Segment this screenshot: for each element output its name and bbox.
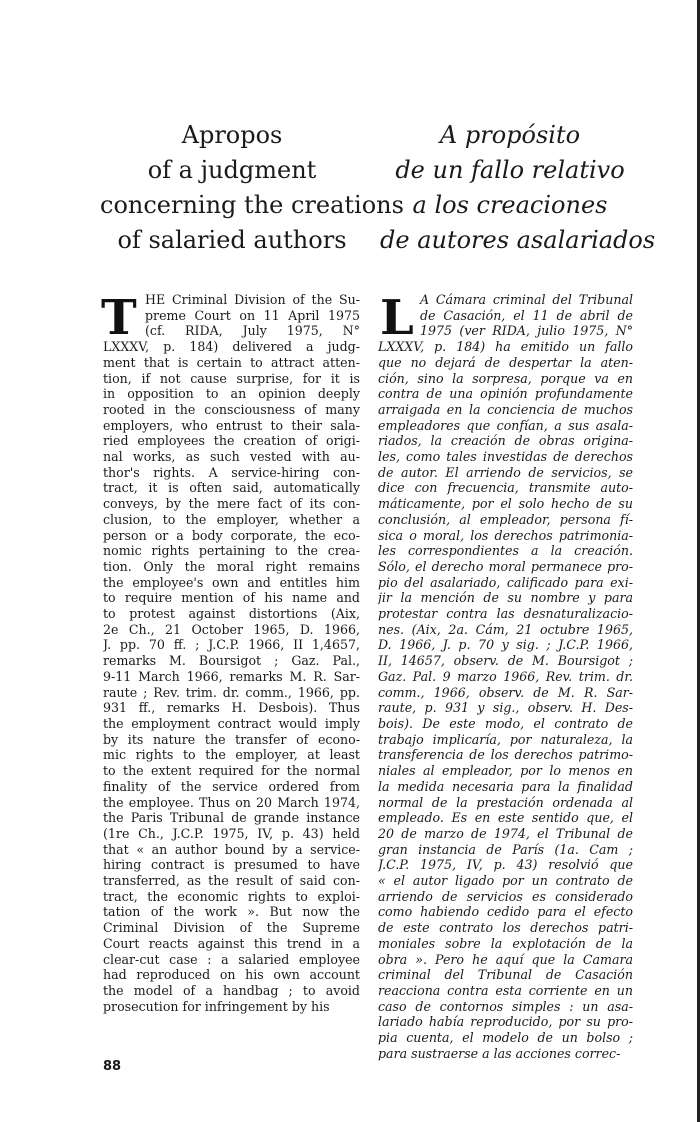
body-line-spanish: 1975 (ver RIDA, julio 1975, N° — [420, 323, 633, 339]
body-line-english: by its nature the transfer of econo- — [103, 731, 360, 747]
body-line-spanish: normal de la prestación ordenada al — [378, 794, 633, 810]
body-line-english: the employee's own and entitles him — [103, 574, 360, 590]
body-line-spanish: pia cuenta, el modelo de un bolso ; — [378, 1030, 633, 1046]
body-line-english: had reproduced on his own account — [103, 967, 360, 983]
body-line-spanish: jir la mención de su nombre y para — [378, 590, 633, 606]
body-line-spanish: arriendo de servicios es considerado — [378, 888, 633, 904]
body-line-english: to protest against distortions (Aix, — [103, 606, 360, 622]
body-line-spanish: conclusión, al empleador, persona fí- — [378, 511, 633, 527]
body-column-english — [103, 292, 360, 1014]
body-line-spanish: nes. (Aix, 2a. Cám, 21 octubre 1965, — [378, 621, 633, 637]
body-line-spanish: bois). De este modo, el contrato de — [378, 715, 633, 731]
body-line-spanish: comm., 1966, observ. de M. R. Sar- — [378, 684, 633, 700]
drop-cap-spanish: L — [380, 290, 414, 346]
body-line-english: Court reacts against this trend in a — [103, 935, 360, 951]
body-line-english: hiring contract is presumed to have — [103, 857, 360, 873]
body-line-spanish: 20 de marzo de 1974, el Tribunal de — [378, 825, 633, 841]
body-line-english: conveys, by the mere fact of its con- — [103, 496, 360, 512]
body-line-english: Criminal Division of the Supreme — [103, 920, 360, 936]
title-english — [100, 118, 404, 258]
body-line-spanish: que no dejará de despertar la aten- — [378, 354, 633, 370]
body-line-spanish: riados, la creación de obras origina- — [378, 433, 633, 449]
title-spanish-line: A propósito — [439, 121, 581, 149]
body-line-spanish: Gaz. Pal. 9 marzo 1966, Rev. trim. dr. — [378, 668, 633, 684]
body-line-spanish: ción, sino la sorpresa, porque va en — [378, 370, 633, 386]
body-line-spanish: protestar contra las desnaturalizacio- — [378, 606, 633, 622]
body-line-english: ried employees the creation of origi- — [103, 433, 360, 449]
body-line-spanish: como habiendo cedido para el efecto — [378, 904, 633, 920]
body-line-spanish: arraigada en la conciencia de muchos — [378, 401, 633, 417]
body-line-spanish: criminal del Tribunal de Casación — [378, 967, 633, 983]
body-line-spanish: dice con frecuencia, transmite auto- — [378, 480, 633, 496]
body-line-english: preme Court on 11 April 1975 — [145, 307, 360, 323]
body-line-spanish: transferencia de los derechos patrimo- — [378, 747, 633, 763]
body-line-english: rooted in the consciousness of many — [103, 401, 360, 417]
body-line-english: remarks M. Boursigot ; Gaz. Pal., — [103, 653, 360, 669]
body-line-english: ment that is certain to attract atten- — [103, 354, 360, 370]
body-line-english: HE Criminal Division of the Su- — [145, 292, 360, 307]
body-line-english: tion, if not cause surprise, for it is — [103, 370, 360, 386]
body-line-spanish: A Cámara criminal del Tribunal — [420, 292, 633, 307]
body-line-spanish: D. 1966, J. p. 70 y sig. ; J.C.P. 1966, — [378, 637, 633, 653]
body-line-spanish: obra ». Pero he aquí que la Camara — [378, 951, 633, 967]
body-line-english: clear-cut case : a salaried employee — [103, 951, 360, 967]
body-line-english: finality of the service ordered from — [103, 778, 360, 794]
body-line-spanish: de este contrato los derechos patri- — [378, 920, 633, 936]
body-line-english: 931 ff., remarks H. Desbois). Thus — [103, 700, 360, 716]
title-spanish-line: de un fallo relativo — [395, 156, 625, 184]
body-line-spanish: de Casación, el 11 de abril de — [420, 307, 633, 323]
body-line-english: nomic rights pertaining to the crea- — [103, 543, 360, 559]
body-line-english: 2e Ch., 21 October 1965, D. 1966, — [103, 621, 360, 637]
body-line-english: mic rights to the employer, at least — [103, 747, 360, 763]
body-line-english: nal works, as such vested with au- — [103, 449, 360, 465]
title-english-line: concerning the creations — [100, 191, 404, 219]
drop-cap-english: T — [101, 290, 137, 346]
title-english-line: Apropos — [181, 121, 283, 149]
body-line-english: employers, who entrust to their sala- — [103, 417, 360, 433]
body-line-spanish: Sólo, el derecho moral permanece pro- — [378, 558, 633, 574]
body-line-spanish: de autor. El arriendo de servicios, se — [378, 464, 633, 480]
body-line-spanish: II, 14657, observ. de M. Boursigot ; — [378, 653, 633, 669]
body-line-spanish: gran instancia de París (1a. Cam ; — [378, 841, 633, 857]
page-number: 88 — [103, 1059, 122, 1074]
title-english-line: of salaried authors — [117, 226, 347, 254]
body-line-english: tation of the work ». But now the — [103, 904, 360, 920]
body-line-english: in opposition to an opinion deeply — [103, 386, 360, 402]
body-line-english: (cf. RIDA, July 1975, N° — [145, 323, 360, 339]
body-line-spanish: les correspondientes a la creación. — [378, 543, 633, 559]
body-line-english: the employee. Thus on 20 March 1974, — [103, 794, 360, 810]
body-line-spanish: reacciona contra esta corriente en un — [378, 982, 633, 998]
body-line-spanish: les, como tales investidas de derechos — [378, 449, 633, 465]
body-line-english: person or a body corporate, the eco- — [103, 527, 360, 543]
body-line-spanish: moniales sobre la explotación de la — [378, 935, 633, 951]
body-line-spanish: raute, p. 931 y sig., observ. H. Des- — [378, 700, 633, 716]
body-line-english: LXXXV, p. 184) delivered a judg- — [103, 339, 360, 355]
title-spanish-line: a los creaciones — [412, 191, 608, 219]
body-line-spanish: para sustraerse a las acciones correc- — [378, 1045, 621, 1061]
body-line-spanish: trabajo implicaría, por naturaleza, la — [378, 731, 633, 747]
body-line-english: that « an author bound by a service- — [103, 841, 360, 857]
body-line-english: the employment contract would imply — [103, 715, 360, 731]
body-line-spanish: LXXXV, p. 184) ha emitido un fallo — [378, 339, 633, 355]
body-line-english: clusion, to the employer, whether a — [103, 511, 360, 527]
body-line-english: tract, it is often said, automatically — [103, 480, 360, 496]
body-line-spanish: contra de una opinión profundamente — [378, 386, 633, 402]
body-line-spanish: J.C.P. 1975, IV, p. 43) resolvió que — [378, 857, 633, 873]
body-line-english: the Paris Tribunal de grande instance — [103, 810, 360, 826]
title-english-line: of a judgment — [147, 156, 317, 184]
title-spanish-line: de autores asalariados — [380, 226, 656, 254]
body-line-english: raute ; Rev. trim. dr. comm., 1966, pp. — [103, 684, 360, 700]
body-line-english: the model of a handbag ; to avoid — [103, 982, 360, 998]
body-line-english: transferred, as the result of said con- — [103, 873, 360, 889]
title-spanish — [380, 118, 656, 258]
body-line-spanish: empleado. Es en este sentido que, el — [378, 810, 633, 826]
body-line-spanish: máticamente, por el solo hecho de su — [378, 496, 633, 512]
body-line-spanish: sica o moral, los derechos patrimonia- — [378, 527, 633, 543]
body-line-english: to the extent required for the normal — [103, 763, 360, 779]
body-line-english: (1re Ch., J.C.P. 1975, IV, p. 43) held — [103, 825, 360, 841]
body-line-english: to require mention of his name and — [103, 590, 360, 606]
body-line-english: 9-11 March 1966, remarks M. R. Sar- — [103, 668, 360, 684]
body-line-spanish: « el autor ligado por un contrato de — [378, 873, 633, 889]
body-line-english: thor's rights. A service-hiring con- — [103, 464, 360, 480]
body-column-spanish — [378, 292, 633, 1061]
body-line-spanish: empleadores que confían, a sus asala- — [378, 417, 633, 433]
body-line-spanish: la medida necesaria para la finalidad — [378, 778, 633, 794]
body-line-spanish: lariado había reproducido, por su pro- — [378, 1014, 633, 1030]
body-line-spanish: pio del asalariado, calificado para exi- — [378, 574, 633, 590]
body-line-spanish: niales al empleador, por lo menos en — [378, 763, 633, 779]
body-line-spanish: caso de contornos simples : un asa- — [378, 998, 633, 1014]
body-line-english: prosecution for infringement by his — [103, 998, 330, 1014]
body-line-english: J. pp. 70 ff. ; J.C.P. 1966, II 1,4657, — [103, 637, 360, 653]
body-line-english: tion. Only the moral right remains — [103, 558, 360, 574]
body-line-english: tract, the economic rights to exploi- — [103, 888, 360, 904]
